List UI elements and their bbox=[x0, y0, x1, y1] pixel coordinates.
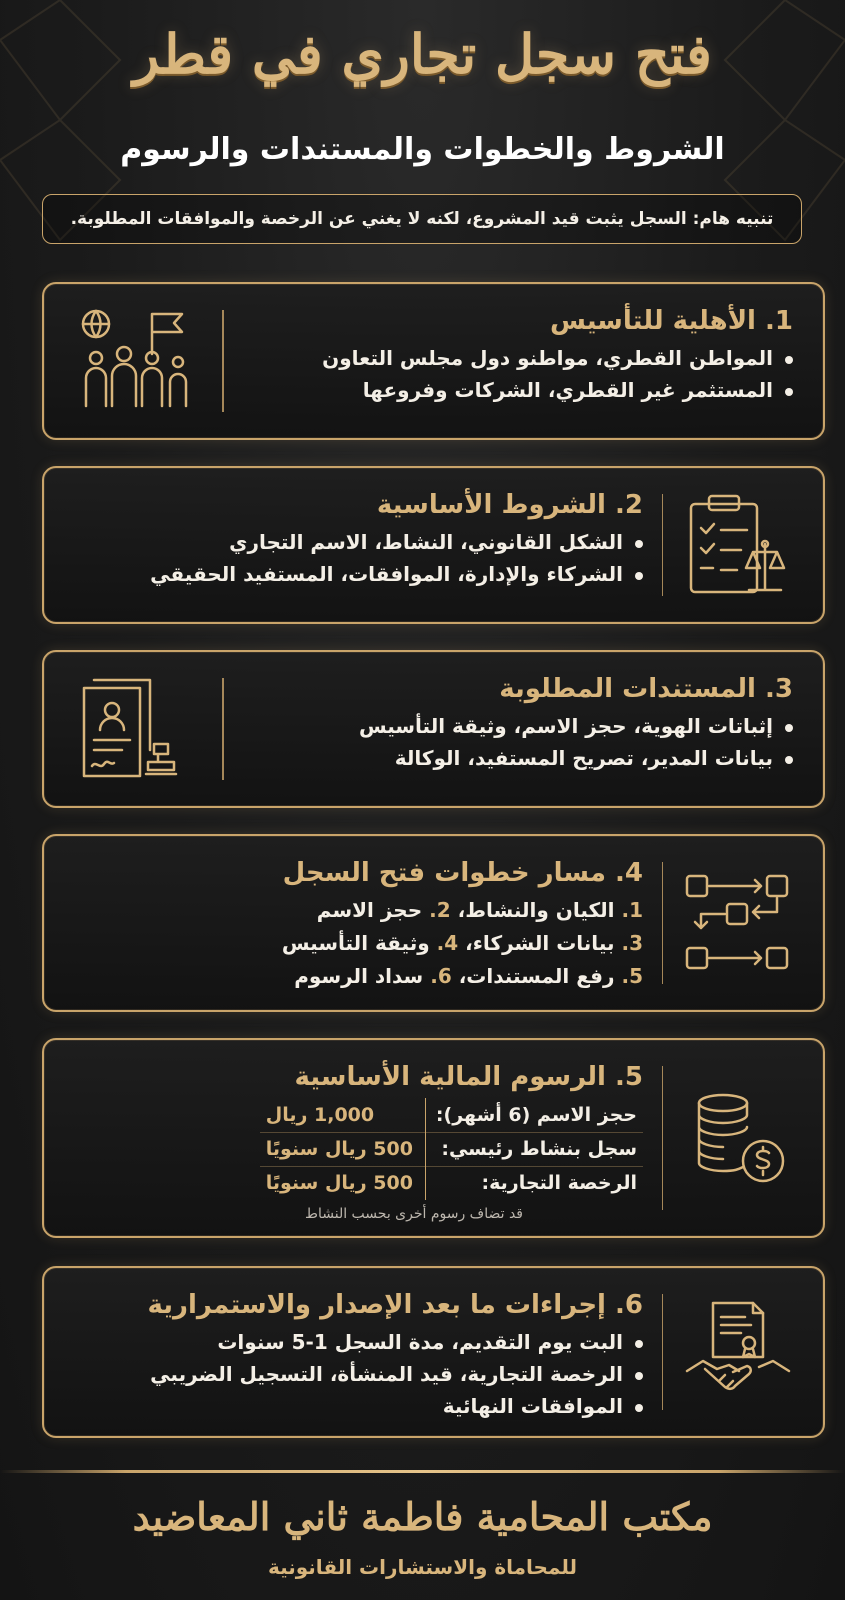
list-item: إثباتات الهوية، حجز الاسم، وثيقة التأسيس bbox=[359, 710, 793, 742]
page-subtitle: الشروط والخطوات والمستندات والرسوم bbox=[120, 132, 725, 167]
card-divider bbox=[222, 678, 224, 780]
card-fees bbox=[42, 1038, 825, 1238]
notice-banner bbox=[42, 194, 802, 244]
list-item: البت يوم التقديم، مدة السجل 1-5 سنوات bbox=[147, 1326, 643, 1358]
card-conditions-title: 2. الشروط الأساسية bbox=[376, 490, 643, 520]
notice-text: تنبيه هام: السجل يثبت قيد المشروع، لكنه لا يغني عن الرخصة والموافقات المطلوبة. bbox=[70, 209, 774, 229]
card-documents-title: 3. المستندات المطلوبة bbox=[499, 674, 793, 704]
office-subtitle: للمحاماة والاستشارات القانونية bbox=[267, 1555, 578, 1579]
coins-dollar-icon bbox=[683, 1083, 793, 1193]
table-row: سجل بنشاط رئيسي: 500 ريال سنويًا bbox=[260, 1132, 643, 1166]
steps-row: 5. رفع المستندات، 6. سداد الرسوم bbox=[294, 964, 643, 988]
clipboard-scales-icon bbox=[683, 490, 793, 600]
page-title: فتح سجل تجاري في قطر bbox=[133, 22, 712, 86]
handshake-certificate-icon bbox=[683, 1297, 793, 1407]
card-steps bbox=[42, 834, 825, 1012]
card-divider bbox=[662, 1066, 664, 1210]
card-conditions bbox=[42, 466, 825, 624]
card-conditions-text bbox=[150, 468, 643, 622]
table-row: حجز الاسم (6 أشهر): 1,000 ريال bbox=[260, 1098, 643, 1132]
card-divider bbox=[662, 862, 664, 984]
document-stamp-icon bbox=[74, 674, 184, 784]
card-fees-text bbox=[260, 1040, 643, 1236]
card-divider bbox=[222, 310, 224, 412]
list-item: الشركاء والإدارة، الموافقات، المستفيد الحقيقي bbox=[150, 558, 643, 590]
steps-row: 3. بيانات الشركاء، 4. وثيقة التأسيس bbox=[281, 931, 643, 955]
list-item: المواطن القطري، مواطنو دول مجلس التعاون bbox=[322, 342, 793, 374]
fees-table bbox=[260, 1098, 643, 1200]
steps-list bbox=[282, 894, 643, 993]
card-divider bbox=[662, 494, 664, 596]
table-row: الرخصة التجارية: 500 ريال سنويًا bbox=[260, 1166, 643, 1200]
card-steps-title: 4. مسار خطوات فتح السجل bbox=[282, 858, 643, 888]
fees-note: قد تضاف رسوم أخرى بحسب النشاط bbox=[305, 1206, 523, 1222]
card-post-issuance-title: 6. إجراءات ما بعد الإصدار والاستمرارية bbox=[147, 1290, 643, 1320]
card-eligibility bbox=[42, 282, 825, 440]
list-item: الرخصة التجارية، قيد المنشأة، التسجيل الضريبي bbox=[147, 1358, 643, 1390]
list-item: المستثمر غير القطري، الشركات وفروعها bbox=[322, 374, 793, 406]
card-steps-text bbox=[282, 836, 643, 1010]
list-item: الشكل القانوني، النشاط، الاسم التجاري bbox=[150, 526, 643, 558]
flow-steps-icon bbox=[683, 868, 793, 978]
card-divider bbox=[662, 1294, 664, 1410]
steps-row: 1. الكيان والنشاط، 2. حجز الاسم bbox=[316, 898, 643, 922]
card-post-issuance-text bbox=[147, 1268, 643, 1436]
list-item: الموافقات النهائية bbox=[147, 1390, 643, 1422]
people-globe-flag-icon bbox=[74, 306, 194, 416]
list-item: بيانات المدير، تصريح المستفيد، الوكالة bbox=[359, 742, 793, 774]
card-post-issuance bbox=[42, 1266, 825, 1438]
card-eligibility-title: 1. الأهلية للتأسيس bbox=[549, 306, 793, 336]
office-name: مكتب المحامية فاطمة ثاني المعاضيد bbox=[132, 1494, 713, 1539]
card-documents-text bbox=[359, 652, 793, 806]
card-eligibility-text bbox=[322, 284, 793, 438]
card-fees-title: 5. الرسوم المالية الأساسية bbox=[294, 1062, 643, 1092]
card-documents bbox=[42, 650, 825, 808]
footer-divider bbox=[0, 1470, 845, 1473]
